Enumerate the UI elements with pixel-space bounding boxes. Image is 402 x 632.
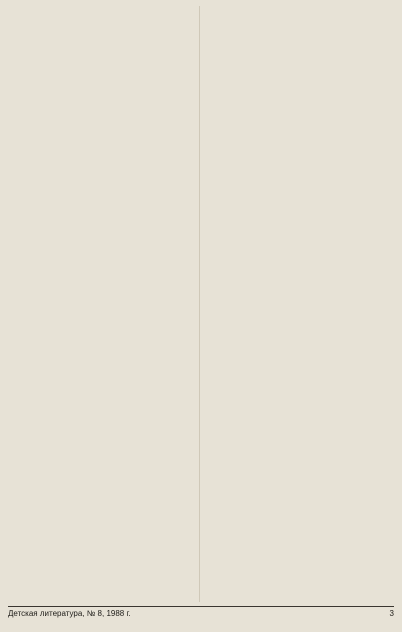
left-column — [8, 6, 200, 602]
text-columns — [8, 6, 394, 602]
page-footer — [8, 609, 394, 618]
footer-divider — [8, 606, 394, 607]
page-number: 3 — [389, 609, 394, 618]
publication-line: Детская литература, № 8, 1988 г. — [8, 609, 131, 618]
right-column — [208, 6, 395, 602]
